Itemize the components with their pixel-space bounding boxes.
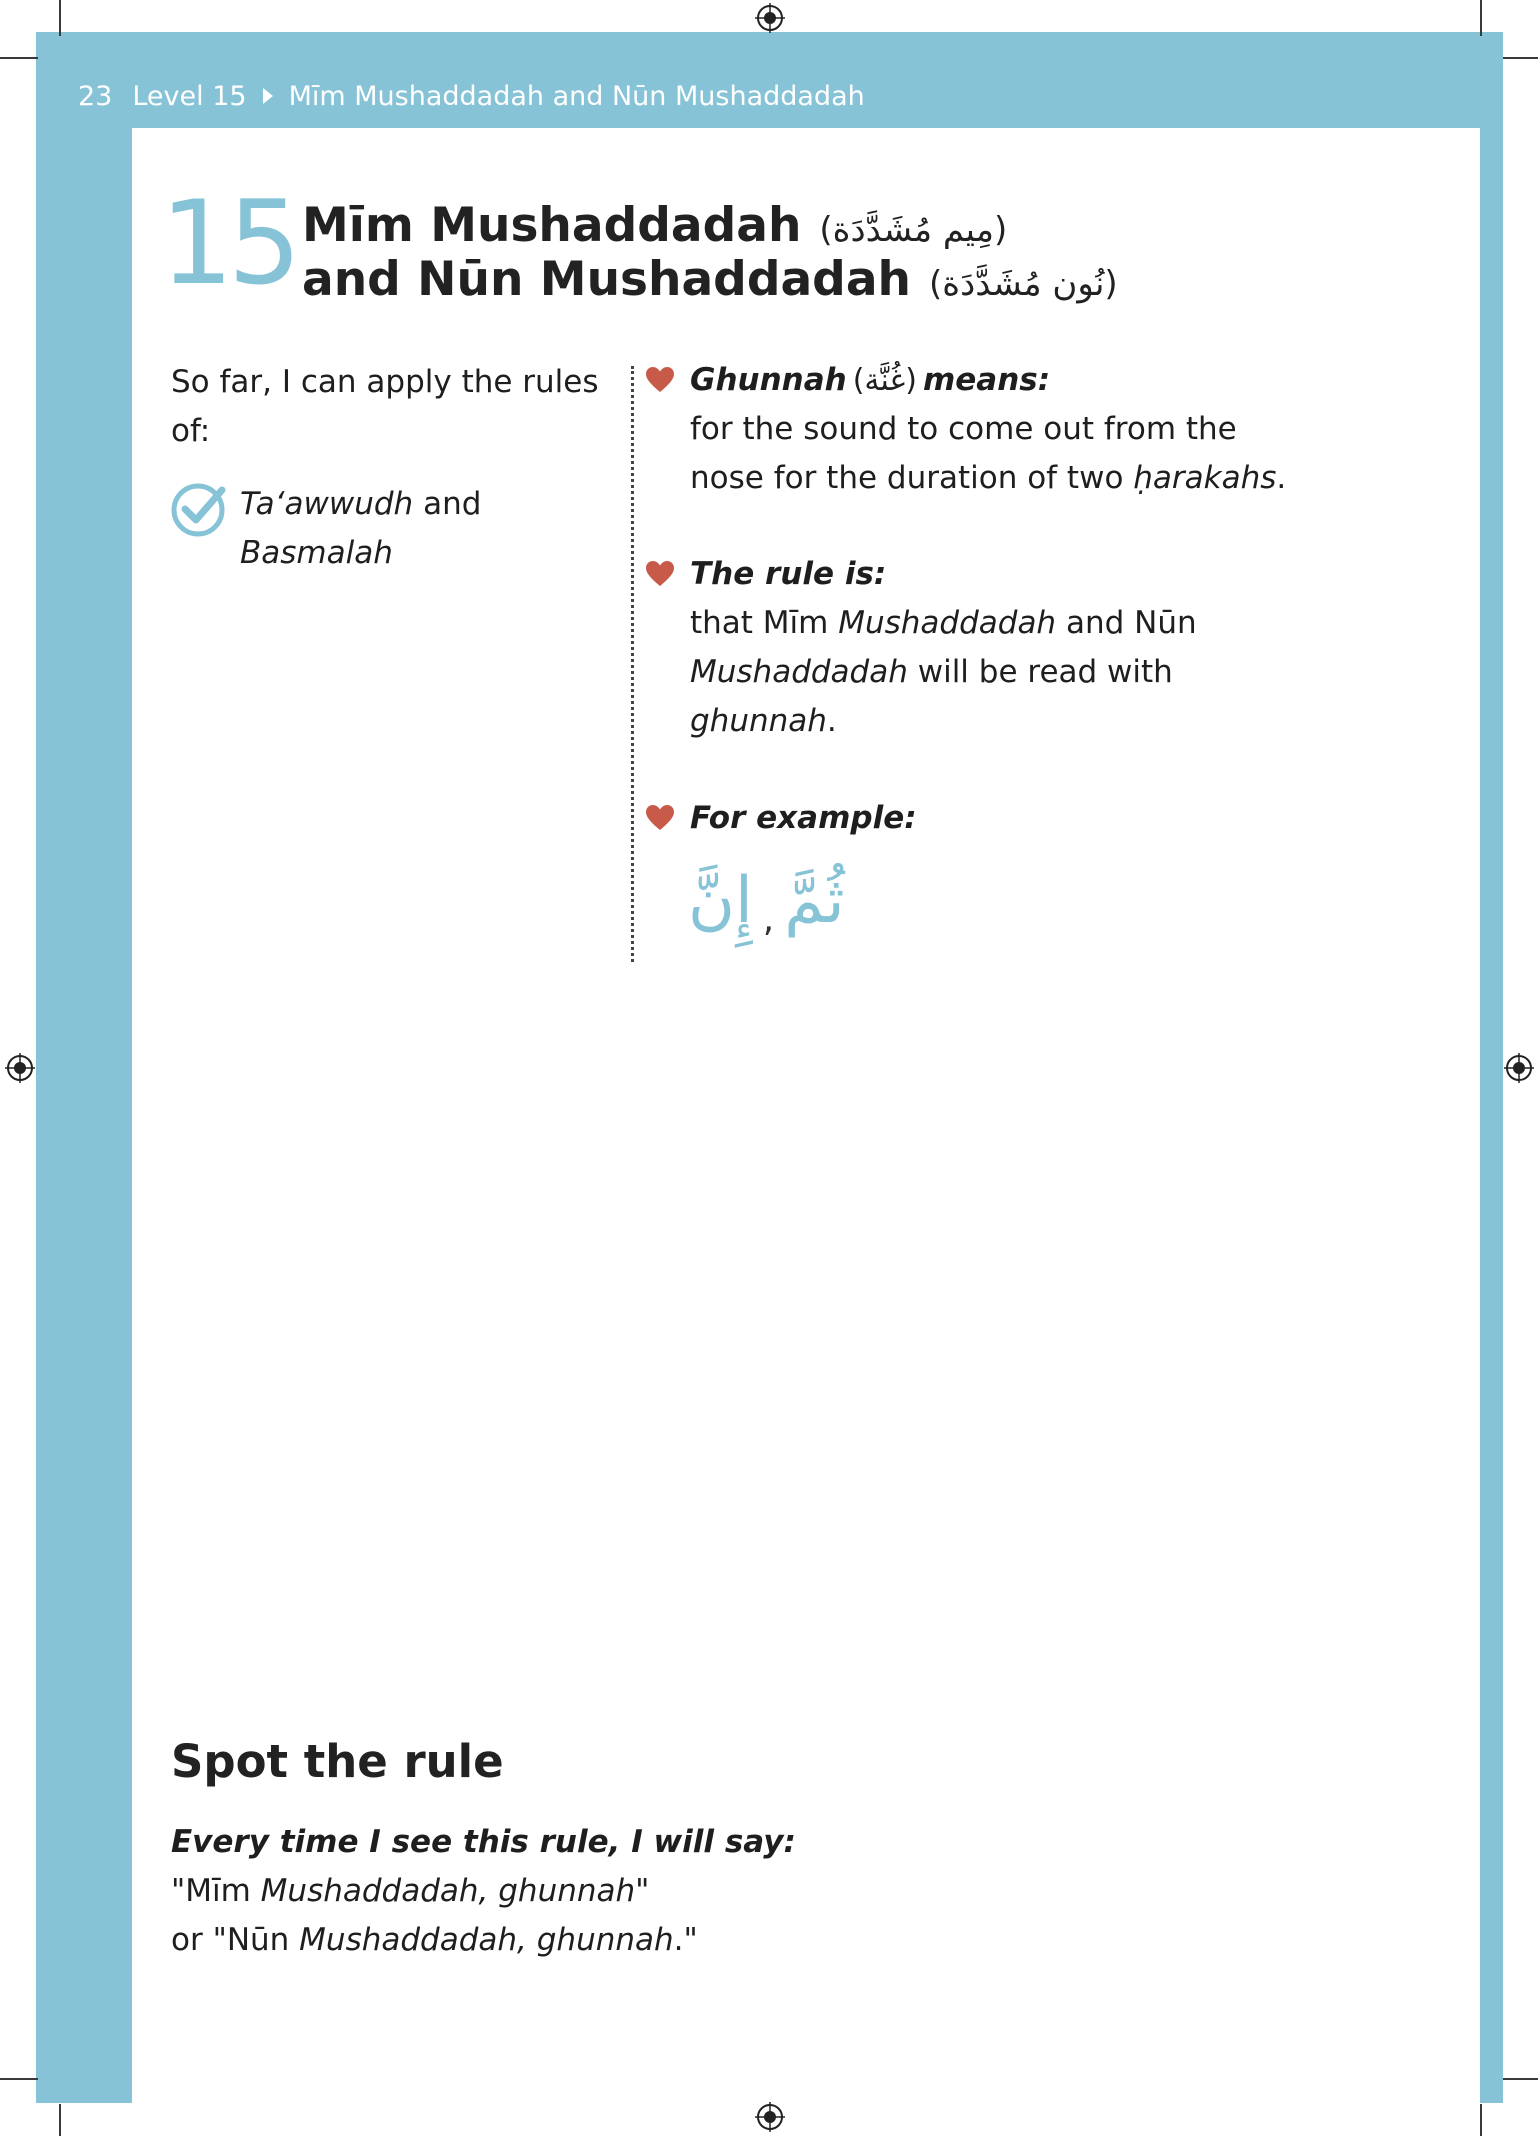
rule-text: [690, 599, 1310, 746]
spot-line-1-plain: "Mīm: [171, 1873, 261, 1909]
title-arabic-1: (مِيم مُشَدَّدَة): [819, 210, 1008, 250]
crop-mark: [59, 0, 61, 36]
crop-mark: [1480, 0, 1482, 36]
crop-mark: [59, 2104, 61, 2136]
spot-rule-title: Spot the rule: [171, 1735, 504, 1788]
checklist-italic-2: Basmalah: [240, 535, 393, 571]
intro-line-1: So far, I can apply the rules: [171, 364, 599, 400]
heart-bullet-icon: [645, 366, 675, 394]
checklist-plain: and: [413, 486, 482, 522]
ghunnah-term: Ghunnah: [690, 362, 847, 398]
running-header: [78, 76, 865, 116]
title-text-2: and Nūn Mushaddadah: [302, 252, 912, 307]
rule-heading: The rule is:: [690, 556, 887, 592]
rule-line-2-end: will be read with: [907, 654, 1173, 690]
example-word-2: إِنَّ: [688, 864, 753, 938]
rule-line-2-italic: Mushaddadah: [690, 654, 908, 690]
crop-mark: [0, 2078, 38, 2080]
rule-line-3-italic: ghunnah: [690, 703, 827, 739]
spot-line-2-end: .": [673, 1922, 698, 1958]
header-arrow-icon: [263, 88, 273, 104]
crop-mark: [1503, 2078, 1538, 2080]
rule-line-1-end: and Nūn: [1056, 605, 1197, 641]
example-heading: For example:: [690, 800, 917, 836]
ghunnah-arabic: (غُنَّة): [852, 363, 917, 398]
registration-mark-icon: [755, 3, 785, 33]
example-word-1: ثُمَّ: [784, 864, 845, 938]
heart-bullet-icon: [645, 804, 675, 832]
title-text-1: Mīm Mushaddadah: [302, 198, 802, 253]
crop-mark: [1503, 57, 1538, 59]
registration-mark-icon: [1504, 1053, 1534, 1083]
header-topic: Mīm Mushaddadah and Nūn Mushaddadah: [288, 80, 865, 112]
title-line-2: [302, 252, 1118, 312]
registration-mark-icon: [5, 1053, 35, 1083]
example-separator: ,: [762, 899, 775, 940]
title-line-1: [302, 198, 1007, 258]
spot-line-2-italic: Mushaddadah, ghunnah: [299, 1922, 674, 1958]
title-arabic-2: (نُون مُشَدَّدَة): [929, 264, 1118, 304]
spot-line-1-italic: Mushaddadah, ghunnah: [260, 1873, 636, 1909]
registration-mark-icon: [755, 2102, 785, 2132]
checklist-italic-1: Ta‘awwudh: [240, 486, 414, 522]
ghunnah-line-2: nose for the duration of two: [690, 460, 1134, 496]
example-words: [688, 846, 845, 956]
check-circle-icon: [170, 478, 230, 538]
left-margin-band: [36, 32, 132, 2103]
spot-line-2-plain: or "Nūn: [171, 1922, 300, 1958]
rule-line-1-plain: that Mīm: [690, 605, 839, 641]
crop-mark: [1480, 2104, 1482, 2136]
right-margin-band: [1480, 32, 1503, 2103]
level-number: 15: [160, 176, 296, 311]
ghunnah-line-1: for the sound to come out from the: [690, 411, 1237, 447]
ghunnah-definition: [690, 405, 1310, 503]
heart-bullet-icon: [645, 560, 675, 588]
spot-line-1-end: ": [635, 1873, 650, 1909]
header-level: Level 15: [132, 80, 247, 112]
spot-rule-line-1: [171, 1867, 649, 1916]
checklist-item: [240, 480, 600, 578]
ghunnah-heading: [690, 356, 1050, 405]
spot-rule-line-2: [171, 1916, 698, 1965]
intro-line-2: of:: [171, 413, 211, 449]
page-number: 23: [78, 80, 113, 112]
intro-text: [171, 358, 611, 456]
rule-line-1-italic: Mushaddadah: [838, 605, 1057, 641]
ghunnah-harakahs: ḥarakahs: [1133, 460, 1277, 496]
rule-line-3-end: .: [826, 703, 837, 739]
ghunnah-period: .: [1276, 460, 1287, 496]
spot-rule-subtitle: Every time I see this rule, I will say:: [171, 1824, 796, 1860]
crop-mark: [0, 57, 38, 59]
ghunnah-suffix: means:: [922, 362, 1051, 398]
column-divider: [631, 366, 634, 962]
